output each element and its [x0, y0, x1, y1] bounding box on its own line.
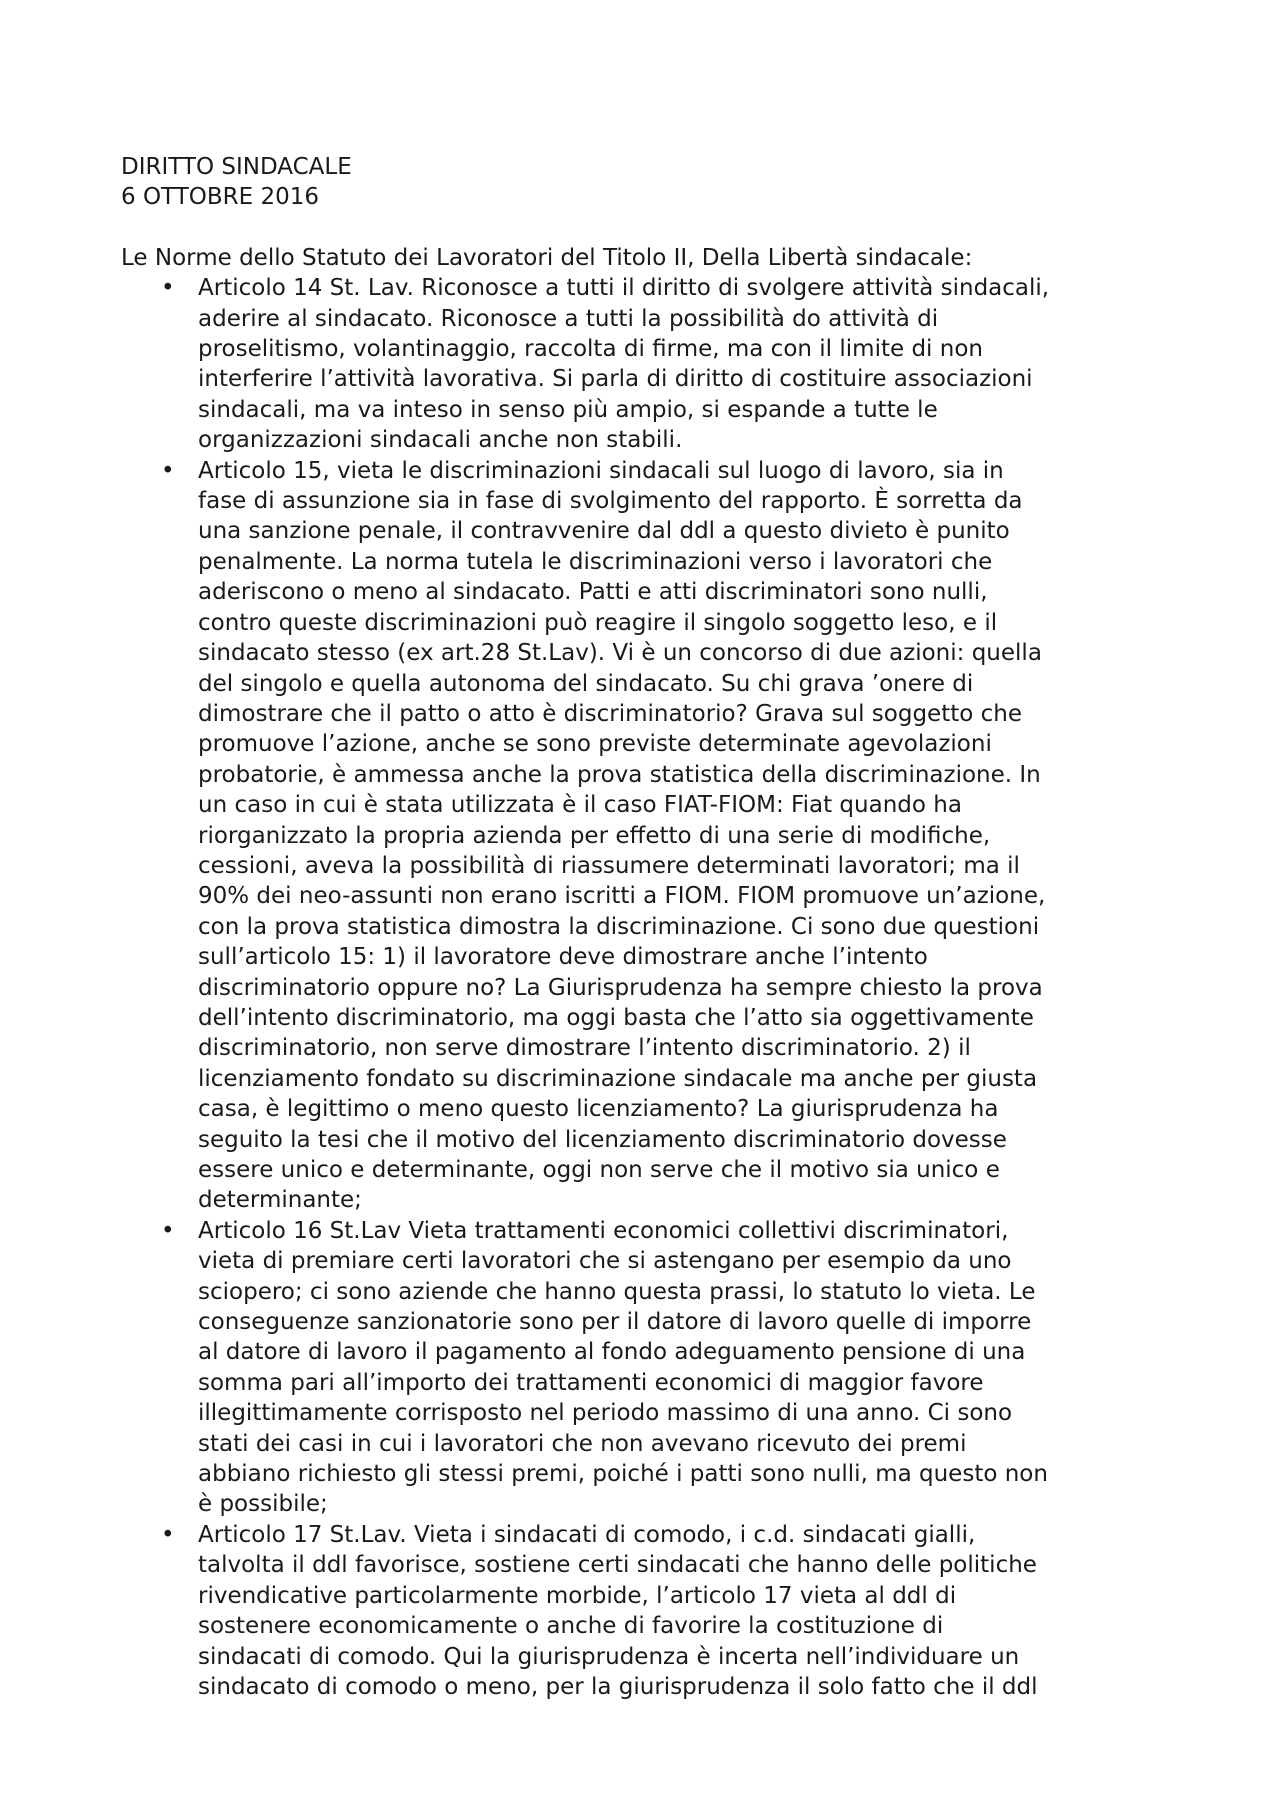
article-text-line: somma pari all’importo dei trattamenti economici di maggior favore	[198, 1369, 984, 1396]
blank-line	[121, 213, 1161, 243]
article-text-line: promuove l’azione, anche se sono previste determinate agevolazioni	[198, 731, 992, 758]
article-text-line: probatorie, è ammessa anche la prova statistica della discriminazione. In	[198, 761, 1041, 788]
article-text-line: riorganizzato la propria azienda per effetto di una serie di modifiche,	[198, 822, 991, 849]
article-text-line: interferire l’attività lavorativa. Si parla di diritto di costituire associazioni	[198, 366, 1033, 393]
article-text-line: sostenere economicamente o anche di favorire la costituzione di	[198, 1613, 944, 1640]
article-item	[121, 1216, 1161, 1520]
article-text-line: un caso in cui è stata utilizzata è il caso FIAT-FIOM: Fiat quando ha	[198, 792, 962, 819]
article-text-line: aderire al sindacato. Riconosce a tutti la possibilità do attività di	[198, 305, 939, 332]
article-text-line: organizzazioni sindacali anche non stabili.	[198, 427, 683, 454]
article-text-line: talvolta il ddl favorisce, sostiene certi sindacati che hanno delle politiche	[198, 1552, 1037, 1579]
article-text-line: contro queste discriminazioni può reagire il singolo soggetto leso, e il	[198, 609, 998, 636]
article-text-line: del singolo e quella autonoma del sindacato. Su chi grava ’onere di	[198, 670, 974, 697]
article-text-line: conseguenze sanzionatorie sono per il datore di lavoro quelle di imporre	[198, 1309, 1032, 1336]
article-text-line: casa, è legittimo o meno questo licenziamento? La giurisprudenza ha	[198, 1096, 999, 1123]
article-text-line: Articolo 14 St. Lav. Riconosce a tutti il diritto di svolgere attività sindacali,	[198, 275, 1050, 302]
article-text-line: una sanzione penale, il contravvenire dal ddl a questo divieto è punito	[198, 518, 1010, 545]
article-text-line: sindacato di comodo o meno, per la giurisprudenza il solo fatto che il ddl	[198, 1673, 1038, 1700]
article-text-line: seguito la tesi che il motivo del licenziamento discriminatorio dovesse	[198, 1126, 1007, 1153]
article-text-line: sull’articolo 15: 1) il lavoratore deve dimostrare anche l’intento	[198, 944, 928, 971]
bullet-icon: •	[161, 275, 175, 302]
article-text-line: determinante;	[198, 1187, 362, 1214]
article-text-line: dell’intento discriminatorio, ma oggi basta che l’atto sia oggettivamente	[198, 1004, 1034, 1031]
article-text-line: sindacati di comodo. Qui la giurisprudenza è incerta nell’individuare un	[198, 1643, 1020, 1670]
bullet-icon: •	[161, 1521, 175, 1548]
bullet-icon: •	[161, 1217, 175, 1244]
article-text-line: penalmente. La norma tutela le discriminazioni verso i lavoratori che	[198, 548, 993, 575]
article-text-line: discriminatorio, non serve dimostrare l’intento discriminatorio. 2) il	[198, 1035, 971, 1062]
document-date: 6 OTTOBRE 2016	[121, 184, 319, 211]
article-text-line: illegittimamente corrisposto nel periodo massimo di una anno. Ci sono	[198, 1400, 1013, 1427]
article-text-line: cessioni, aveva la possibilità di riassumere determinati lavoratori; ma il	[198, 852, 1020, 879]
document-title: DIRITTO SINDACALE	[121, 154, 352, 180]
article-text-line: Articolo 15, vieta le discriminazioni sindacali sul luogo di lavoro, sia in	[198, 457, 1004, 484]
article-text-line: è possibile;	[198, 1491, 328, 1518]
article-text-line: licenziamento fondato su discriminazione sindacale ma anche per giusta	[198, 1065, 1038, 1092]
article-text-line: discriminatorio oppure no? La Giurisprudenza ha sempre chiesto la prova	[198, 974, 1043, 1001]
article-text-line: Articolo 17 St.Lav. Vieta i sindacati di comodo, i c.d. sindacati gialli,	[198, 1521, 976, 1548]
article-text-line: stati dei casi in cui i lavoratori che non avevano ricevuto dei premi	[198, 1430, 967, 1457]
articles-list	[121, 273, 1161, 1702]
article-text-line: essere unico e determinante, oggi non serve che il motivo sia unico e	[198, 1157, 1000, 1183]
article-item	[121, 456, 1161, 1216]
article-text-line: con la prova statistica dimostra la discriminazione. Ci sono due questioni	[198, 913, 1040, 940]
bullet-icon: •	[161, 457, 175, 484]
article-text-line: sciopero; ci sono aziende che hanno questa prassi, lo statuto lo vieta. Le	[198, 1278, 1036, 1305]
article-text-line: sindacato stesso (ex art.28 St.Lav). Vi è un concorso di due azioni: quella	[198, 640, 1042, 667]
article-text-line: aderiscono o meno al sindacato. Patti e atti discriminatori sono nulli,	[198, 579, 988, 606]
article-item	[121, 273, 1161, 455]
article-text-line: abbiano richiesto gli stessi premi, poiché i patti sono nulli, ma questo non	[198, 1461, 1048, 1488]
article-item	[121, 1520, 1161, 1702]
article-text-line: sindacali, ma va inteso in senso più ampio, si espande a tutte le	[198, 396, 938, 423]
article-text-line: fase di assunzione sia in fase di svolgimento del rapporto. È sorretta da	[198, 488, 1023, 515]
article-text-line: dimostrare che il patto o atto è discriminatorio? Grava sul soggetto che	[198, 700, 1022, 727]
intro-paragraph: Le Norme dello Statuto dei Lavoratori del Titolo II, Della Libertà sindacale:	[121, 244, 973, 271]
article-text-line: Articolo 16 St.Lav Vieta trattamenti economici collettivi discriminatori,	[198, 1217, 1009, 1244]
article-text-line: vieta di premiare certi lavoratori che si astengano per esempio da uno	[198, 1248, 1012, 1275]
document-content	[121, 152, 1161, 1702]
article-text-line: 90% dei neo-assunti non erano iscritti a FIOM. FIOM promuove un’azione,	[198, 883, 1046, 910]
article-text-line: al datore di lavoro il pagamento al fondo adeguamento pensione di una	[198, 1339, 1026, 1366]
article-text-line: rivendicative particolarmente morbide, l’articolo 17 vieta al ddl di	[198, 1582, 957, 1609]
article-text-line: proselitismo, volantinaggio, raccolta di firme, ma con il limite di non	[198, 336, 983, 363]
